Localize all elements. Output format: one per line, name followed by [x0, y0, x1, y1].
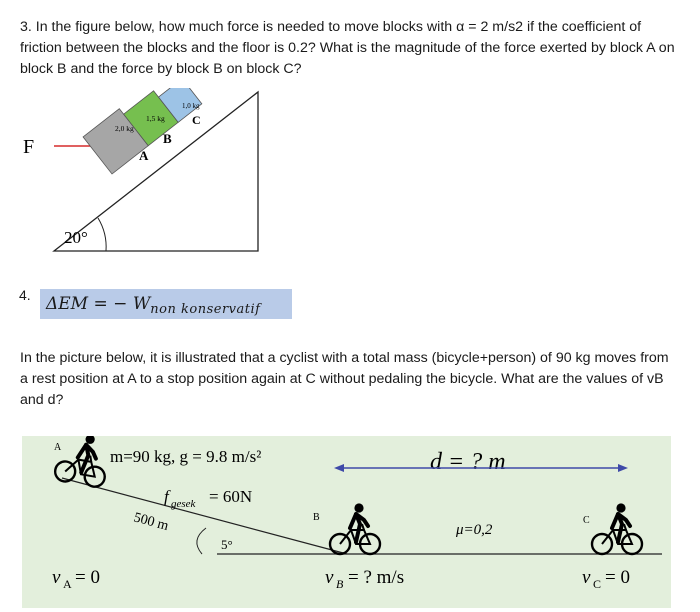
point-b-label: B	[313, 512, 320, 523]
va-sub: A	[63, 577, 72, 591]
point-c-label: C	[583, 515, 590, 526]
vb-value: = ? m/s	[348, 567, 405, 588]
block-c-mass: 1,0 kg	[182, 102, 200, 110]
mass-label: m=90 kg, g = 9.8 m/s²	[110, 447, 262, 466]
slope-angle-label: 5°	[221, 537, 233, 552]
block-a-letter: A	[139, 148, 149, 163]
formula-subscript: non konservatif	[150, 302, 261, 317]
cyclist-figure	[22, 436, 671, 608]
question-3-text: 3. In the figure below, how much force is needed to move blocks with α = 2 m/s2 if the coefficient of friction between the blocks and the floor is 0.2? What is the magnitude of the force exerted by block A on block B and the force by block B on block C?	[20, 19, 675, 77]
question-5-text: In the picture below, it is illustrated that a cyclist with a total mass (bicycle+person) of 90 kg moves from a rest position at A to a stop position again at C without pedaling the bicycle. What are the values of vB and d?	[20, 350, 669, 408]
block-b-letter: B	[163, 131, 172, 146]
vc-value: = 0	[605, 567, 630, 588]
friction-force: = 60N	[209, 487, 253, 506]
mu-label: μ=0,2	[456, 522, 493, 538]
formula-w: W	[132, 294, 151, 314]
force-label: F	[23, 136, 35, 158]
incline-figure	[20, 88, 270, 258]
point-a-label: A	[54, 442, 62, 453]
friction-f: f	[164, 487, 169, 506]
va-value: = 0	[75, 567, 100, 588]
angle-label: 20°	[64, 228, 88, 247]
vb-sub: B	[336, 577, 344, 591]
formula-equals: = −	[93, 294, 128, 314]
question-4-number: 4.	[19, 287, 31, 303]
slope-length: 500 m	[131, 510, 171, 535]
va-symbol: v	[52, 567, 61, 588]
block-c-letter: C	[192, 113, 201, 127]
formula-delta: ΔEM	[46, 294, 89, 314]
distance-label: d = ? m	[430, 449, 506, 475]
vb-symbol: v	[325, 567, 334, 588]
energy-formula	[40, 289, 292, 319]
friction-symbol: gesek	[171, 498, 196, 510]
block-b-mass: 1,5 kg	[146, 114, 165, 123]
block-a-mass: 2,0 kg	[115, 124, 134, 133]
vc-symbol: v	[582, 567, 591, 588]
vc-sub: C	[593, 577, 602, 591]
